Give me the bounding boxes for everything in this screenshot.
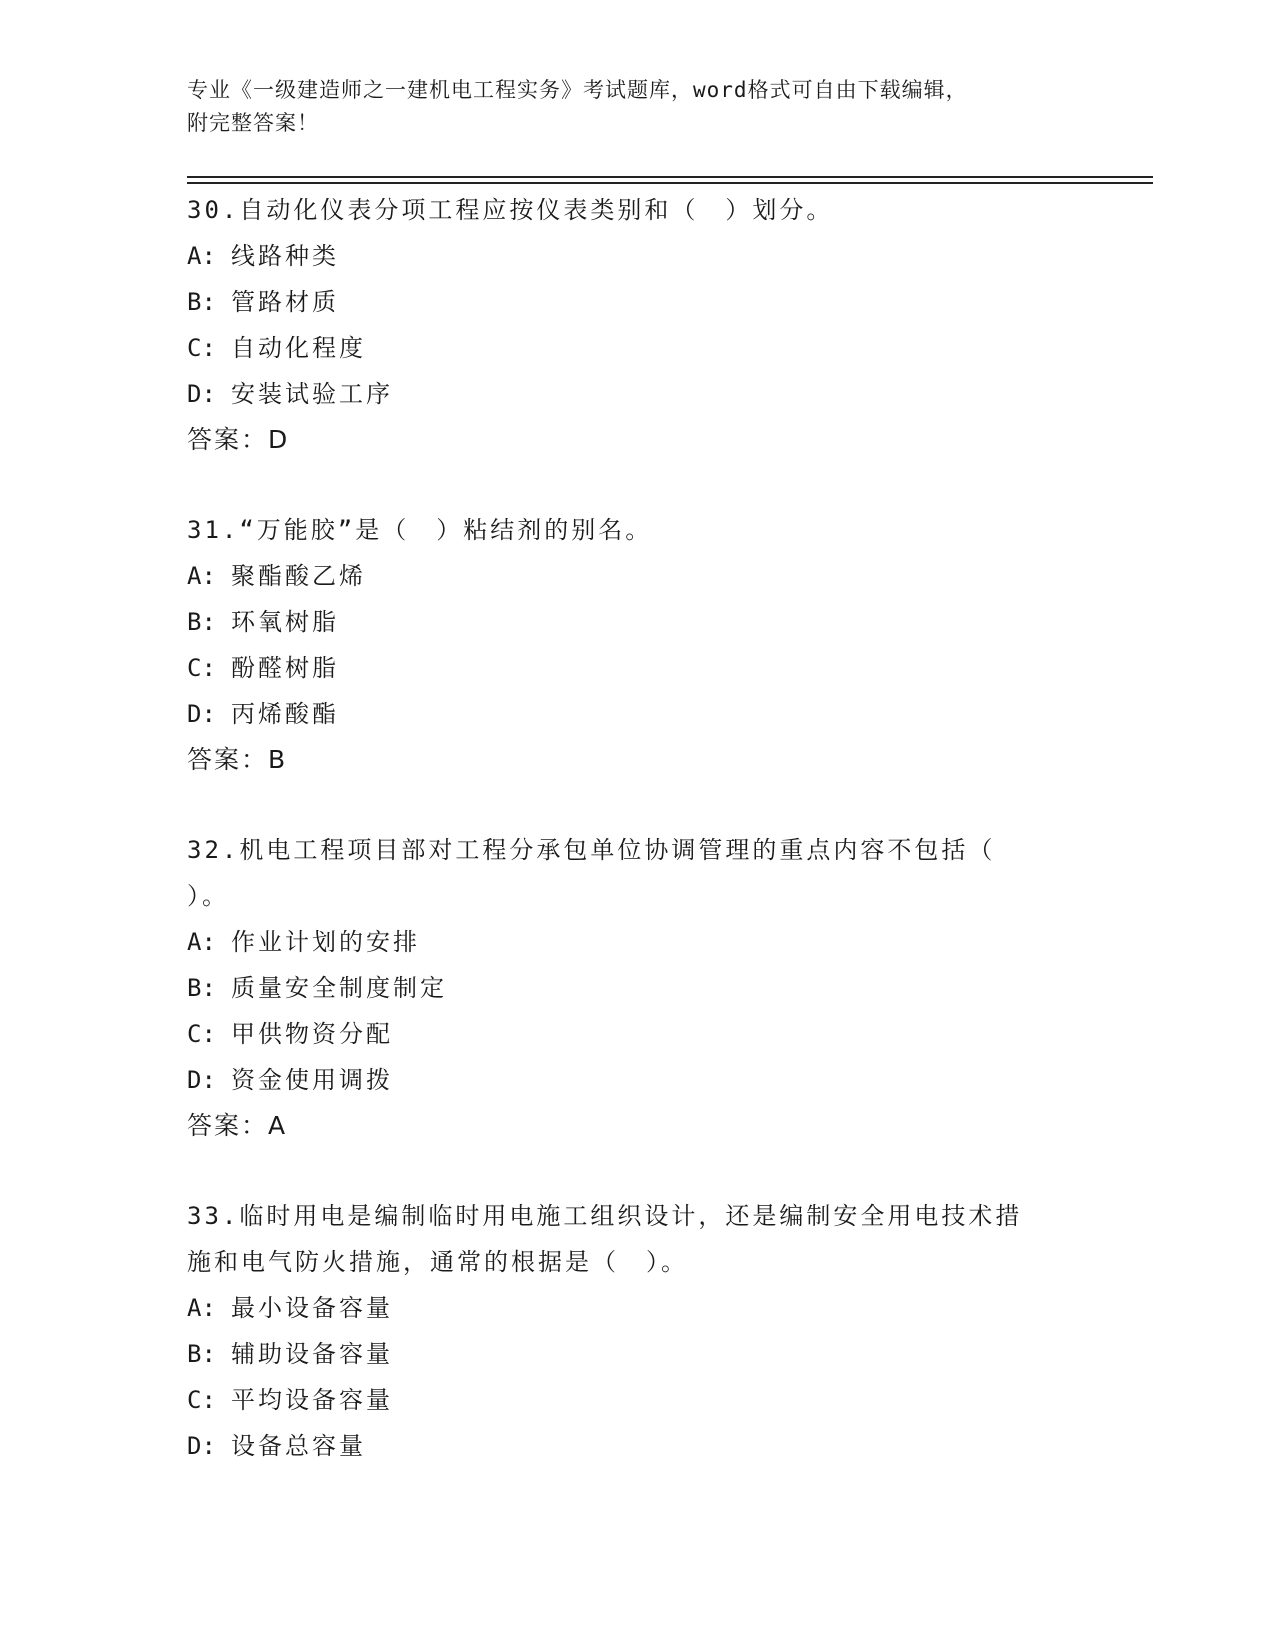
option-key: C: bbox=[187, 334, 216, 362]
question-stem: 33.临时用电是编制临时用电施工组织设计，还是编制安全用电技术措 bbox=[187, 1202, 1023, 1230]
option-key: C: bbox=[187, 1386, 216, 1414]
option-text: 环氧树脂 bbox=[231, 608, 339, 636]
option-a bbox=[187, 919, 1087, 965]
option-key: A: bbox=[187, 242, 216, 270]
option-key: A: bbox=[187, 928, 216, 956]
option-text: 资金使用调拨 bbox=[231, 1066, 393, 1094]
option-b bbox=[187, 1331, 1087, 1377]
option-text: 管路材质 bbox=[231, 288, 339, 316]
question-stem: 32.机电工程项目部对工程分承包单位协调管理的重点内容不包括（ bbox=[187, 836, 996, 864]
question-33 bbox=[187, 1193, 1087, 1469]
option-d bbox=[187, 691, 1087, 737]
option-text: 最小设备容量 bbox=[231, 1294, 393, 1322]
option-text: 平均设备容量 bbox=[231, 1386, 393, 1414]
question-32 bbox=[187, 827, 1087, 1149]
question-30 bbox=[187, 187, 1087, 463]
option-key: B: bbox=[187, 608, 216, 636]
option-c bbox=[187, 325, 1087, 371]
answer-label: 答案：D bbox=[187, 425, 290, 454]
option-text: 线路种类 bbox=[231, 242, 339, 270]
question-stem: 31.“万能胶”是（ ）粘结剂的别名。 bbox=[187, 516, 653, 544]
option-text: 丙烯酸酯 bbox=[231, 700, 339, 728]
option-key: D: bbox=[187, 700, 216, 728]
header-line-1: 专业《一级建造师之一建机电工程实务》考试题库，word格式可自由下载编辑， bbox=[187, 78, 968, 102]
option-text: 自动化程度 bbox=[231, 334, 366, 362]
option-text: 聚酯酸乙烯 bbox=[231, 562, 366, 590]
option-c bbox=[187, 1377, 1087, 1423]
option-text: 质量安全制度制定 bbox=[231, 974, 447, 1002]
option-b bbox=[187, 599, 1087, 645]
question-stem: 30.自动化仪表分项工程应按仪表类别和（ ）划分。 bbox=[187, 196, 834, 224]
answer-label: 答案：B bbox=[187, 745, 288, 774]
option-text: 安装试验工序 bbox=[231, 380, 393, 408]
option-text: 作业计划的安排 bbox=[231, 928, 420, 956]
option-b bbox=[187, 279, 1087, 325]
option-a bbox=[187, 233, 1087, 279]
answer-label: 答案：A bbox=[187, 1111, 288, 1140]
option-text: 甲供物资分配 bbox=[231, 1020, 393, 1048]
option-d bbox=[187, 1057, 1087, 1103]
header-line-2: 附完整答案！ bbox=[187, 111, 319, 135]
question-stem-continued: ）。 bbox=[187, 882, 229, 910]
option-d bbox=[187, 371, 1087, 417]
option-key: B: bbox=[187, 1340, 216, 1368]
option-text: 酚醛树脂 bbox=[231, 654, 339, 682]
option-c bbox=[187, 645, 1087, 691]
option-key: D: bbox=[187, 1432, 216, 1460]
header-divider-top bbox=[187, 176, 1153, 178]
option-key: A: bbox=[187, 562, 216, 590]
option-d bbox=[187, 1423, 1087, 1469]
option-a bbox=[187, 1285, 1087, 1331]
option-key: B: bbox=[187, 974, 216, 1002]
option-a bbox=[187, 553, 1087, 599]
option-key: D: bbox=[187, 1066, 216, 1094]
option-text: 设备总容量 bbox=[231, 1432, 366, 1460]
header-divider-bottom bbox=[187, 182, 1153, 184]
option-key: C: bbox=[187, 1020, 216, 1048]
option-key: A: bbox=[187, 1294, 216, 1322]
option-key: D: bbox=[187, 380, 216, 408]
option-key: C: bbox=[187, 654, 216, 682]
document-header bbox=[187, 74, 1087, 140]
option-text: 辅助设备容量 bbox=[231, 1340, 393, 1368]
option-c bbox=[187, 1011, 1087, 1057]
question-31 bbox=[187, 507, 1087, 783]
question-stem-continued: 施和电气防火措施，通常的根据是（ ）。 bbox=[187, 1248, 688, 1276]
option-b bbox=[187, 965, 1087, 1011]
option-key: B: bbox=[187, 288, 216, 316]
question-list bbox=[187, 187, 1087, 1513]
